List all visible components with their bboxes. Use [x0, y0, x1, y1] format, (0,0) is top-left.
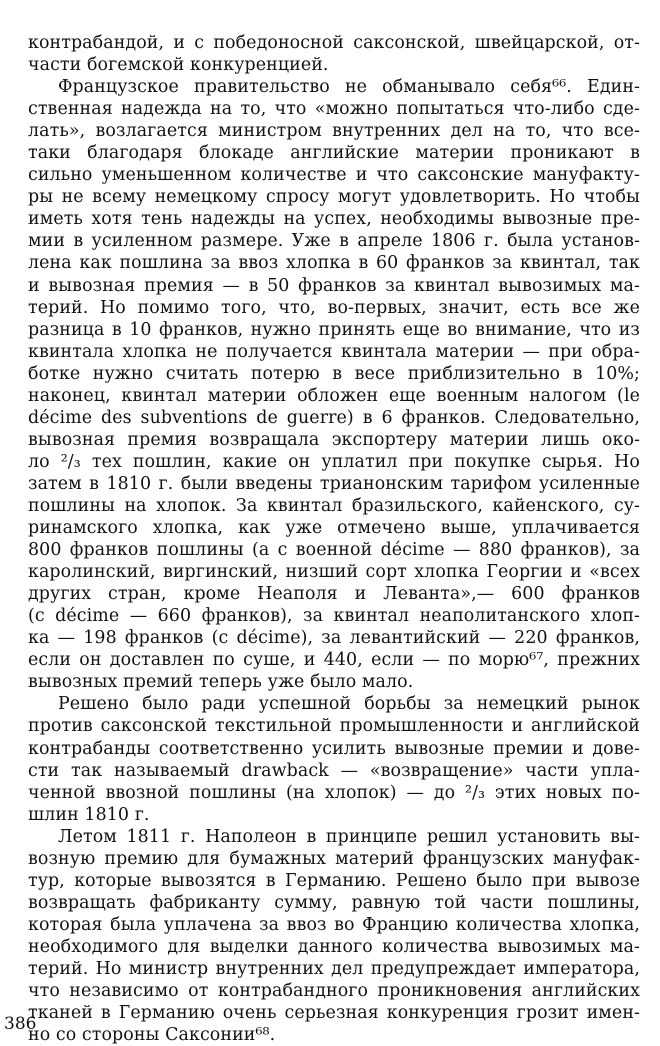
- text-line: ло ²/₃ тех пошлин, какие он уплатил при покупке сырья. Но: [28, 451, 640, 472]
- text-line: возвращать фабриканту сумму, равную той части пошлины,: [28, 892, 640, 913]
- text-line: вывозных премий теперь уже было мало.: [28, 672, 414, 693]
- text-line: иметь хотя тень надежды на успех, необходимы вывозные пре-: [28, 209, 640, 230]
- text-line: что независимо от контрабандного проникновения английских: [28, 981, 640, 1002]
- text-line: таки благодаря блокаде английские материи проникают в: [28, 143, 640, 164]
- text-line: квинтала хлопка не получается квинтала материи — при обра-: [28, 341, 640, 362]
- text-line: вывозная премия возвращала экспортеру материи лишь око-: [28, 429, 640, 450]
- text-line: ры не всему немецкому спросу могут удовлетворить. Но чтобы: [28, 187, 640, 208]
- text-line: сти так называемый drawback — «возвращение» части упла-: [28, 760, 640, 781]
- text-line: 800 франков пошлины (а с военной décime — 880 франков), за: [28, 540, 640, 561]
- text-line: возную премию для бумажных материй французских мануфак-: [28, 848, 640, 869]
- text-line: наконец, квинтал материи обложен еще военным налогом (le: [28, 385, 640, 406]
- text-line: ринамского хлопка, как уже отмечено выше, уплачивается: [28, 518, 640, 539]
- text-line: ботке нужно считать потерю в весе приблизительно в 10%;: [28, 363, 640, 384]
- text-line: пошлины на хлопок. За квинтал бразильского, кайенского, су-: [28, 495, 640, 516]
- text-line: тканей в Германию очень серьезная конкуренция грозит имен-: [28, 1003, 640, 1024]
- text-line: мии в усиленном размере. Уже в апреле 1806 г. была установ-: [28, 231, 640, 252]
- text-line: затем в 1810 г. были введены трианонским тарифом усиленные: [28, 473, 640, 494]
- text-line: лена как пошлина за ввоз хлопка в 60 франков за квинтал, так: [28, 253, 640, 274]
- text-line: и вывозная премия — в 50 франков за квинтал вывозимых ма-: [28, 275, 640, 296]
- text-line: лать», возлагается министром внутренних дел на то, что все-: [28, 121, 640, 142]
- text-line: терий. Но помимо того, что, во-первых, значит, есть все же: [28, 297, 640, 318]
- text-line: Летом 1811 г. Наполеон в принципе решил установить вы-: [58, 826, 640, 847]
- text-line: против саксонской текстильной промышленности и английской: [28, 716, 640, 737]
- text-line: терий. Но министр внутренних дел предупреждает императора,: [28, 958, 640, 979]
- text-line: тур, которые вывозятся в Германию. Решено было при вывозе: [28, 870, 640, 891]
- text-line: ка — 198 франков (с décime), за левантийский — 220 франков,: [28, 628, 640, 649]
- text-line: шлин 1810 г.: [28, 804, 150, 825]
- text-line: других стран, кроме Неаполя и Леванта»,— 600 франков: [28, 584, 640, 605]
- text-line: сильно уменьшенном количестве и что саксонские мануфакту-: [28, 165, 640, 186]
- text-line: необходимого для выделки данного количества вывозимых ма-: [28, 936, 640, 957]
- text-line: которая была уплачена за ввоз во Францию количества хлопка,: [28, 914, 640, 935]
- text-line: каролинский, виргинский, низший сорт хлопка Георгии и «всех: [28, 562, 640, 583]
- page-number: 386: [4, 1014, 37, 1034]
- text-line: если он доставлен по суше, и 440, если — по морю⁶⁷, прежних: [28, 650, 640, 671]
- paragraph: [28, 76, 640, 693]
- text-line: но со стороны Саксонии⁶⁸.: [28, 1025, 276, 1046]
- paragraph: [28, 826, 640, 1046]
- text-line: контрабандой, и с победоносной саксонской, швейцарской, от-: [28, 33, 640, 53]
- body-text: [28, 32, 640, 1046]
- text-line: (с décime — 660 франков), за квинтал неаполитанского хлоп-: [28, 606, 640, 627]
- paragraph: [28, 693, 640, 825]
- text-line: части богемской конкуренцией.: [28, 55, 329, 76]
- text-line: Французское правительство не обманывало себя⁶⁶. Един-: [58, 77, 640, 98]
- text-line: ченной ввозной пошлины (на хлопок) — до ²/₃ этих новых по-: [28, 782, 640, 803]
- text-line: décime des subventions de guerre) в 6 франков. Следовательно,: [28, 407, 640, 428]
- text-line: контрабанды соответственно усилить вывозные премии и дове-: [28, 738, 640, 759]
- text-line: ственная надежда на то, что «можно попытаться что-либо сде-: [28, 99, 640, 120]
- paragraph: [28, 32, 640, 76]
- text-line: Решено было ради успешной борьбы за немецкий рынок: [58, 694, 640, 715]
- text-line: разница в 10 франков, нужно принять еще во внимание, что из: [28, 319, 640, 340]
